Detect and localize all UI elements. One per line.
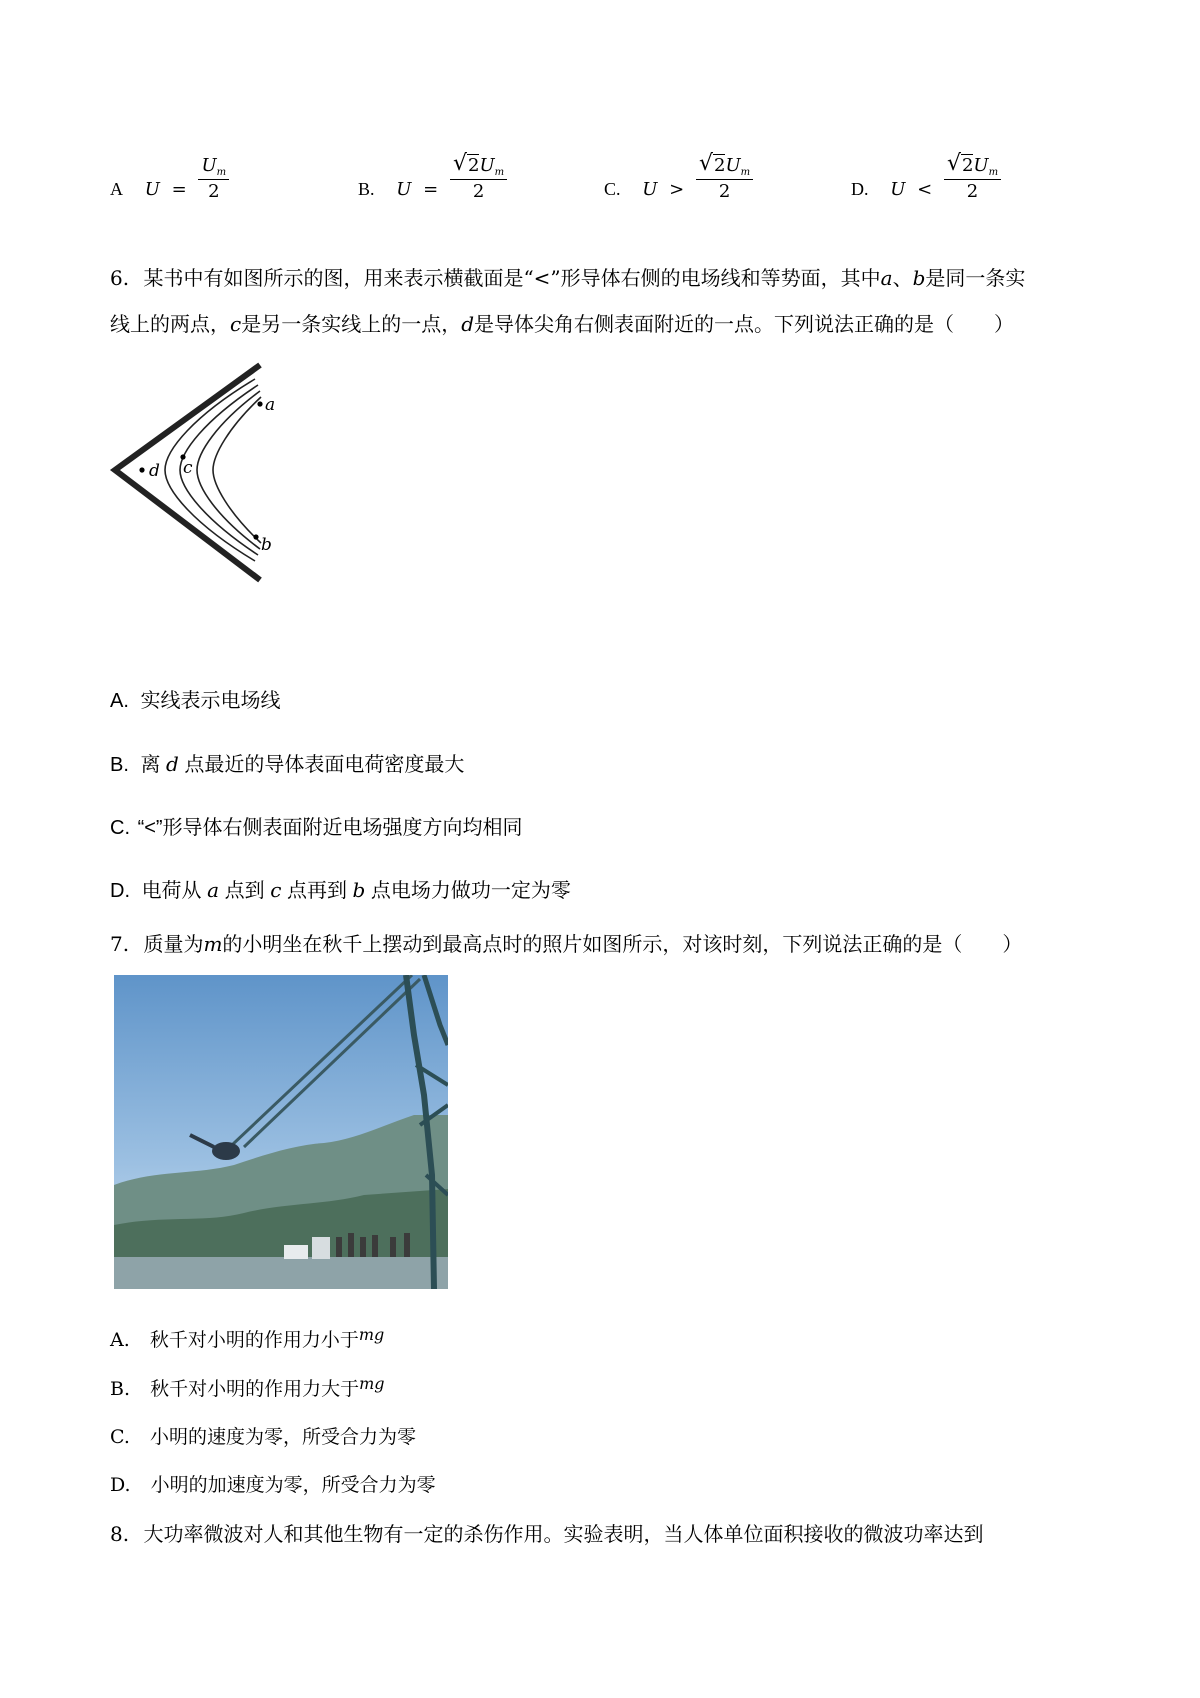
math-mg: mg [358, 1325, 385, 1344]
option-label: A. [110, 1329, 130, 1351]
numerator-sub: m [216, 167, 227, 178]
q6-text: 某书中有如图所示的图，用来表示横截面是“<”形导体右侧的电场线和等势面，其中 [143, 266, 881, 290]
numerator-sub: m [988, 167, 999, 178]
var-b: b [912, 266, 926, 290]
fraction [198, 156, 229, 202]
sqrt-icon: √ [946, 151, 961, 176]
q7-option-b[interactable] [110, 1374, 385, 1401]
q6-separator: 、 [892, 266, 913, 290]
numerator-var: U [201, 155, 217, 176]
option-label: D. [851, 178, 869, 199]
numerator-sub: m [494, 167, 505, 178]
q8-stem [110, 1518, 983, 1547]
q6-option-d[interactable] [110, 874, 571, 903]
option-label: C. [110, 1426, 130, 1448]
variable-u: U [396, 178, 412, 200]
option-label: B. [110, 754, 129, 776]
option-text: “<”形导体右侧表面附近电场强度方向均相同 [137, 817, 523, 839]
point-b [253, 534, 258, 539]
q6-text: 是同一条实 [925, 266, 1026, 290]
point-a [257, 401, 262, 406]
curve-4 [213, 397, 261, 543]
label-a: a [265, 395, 276, 415]
person-on-swing [212, 1142, 240, 1160]
option-label: A [110, 178, 123, 199]
q7-option-d[interactable] [110, 1470, 436, 1497]
option-text: 小明的加速度为零，所受合力为零 [150, 1474, 436, 1496]
q6-stem-line2 [110, 308, 1014, 337]
q7-option-c[interactable] [110, 1422, 416, 1449]
q5-option-d[interactable] [851, 151, 1001, 202]
q6-option-b[interactable] [110, 748, 464, 777]
option-text: 点电场力做功一定为零 [365, 880, 571, 902]
option-label: C. [110, 817, 130, 839]
question-number: 7. [110, 932, 130, 956]
q6-text: 是另一条实线上的一点， [241, 312, 462, 336]
option-text: 小明的速度为零，所受合力为零 [149, 1426, 416, 1448]
variable-u: U [144, 178, 160, 200]
q5-option-b[interactable] [358, 151, 507, 202]
var-c: c [230, 312, 242, 336]
option-text: 点再到 [281, 880, 353, 902]
q5-option-c[interactable] [604, 151, 753, 202]
option-label: B. [358, 178, 375, 199]
option-text: 电荷从 [141, 880, 208, 902]
swing-scene [114, 975, 448, 1289]
q6-option-c[interactable] [110, 811, 523, 840]
q6-option-a[interactable] [110, 684, 280, 713]
swing-photo [114, 975, 448, 1289]
label-c: c [183, 458, 193, 478]
point-d [139, 467, 144, 472]
var-a: a [880, 266, 893, 290]
option-text: 秋千对小明的作用力小于 [149, 1329, 359, 1351]
numerator-sub: m [740, 167, 751, 178]
fraction [944, 151, 1001, 202]
math-mg: mg [359, 1374, 385, 1393]
numerator-var: U [725, 155, 741, 176]
q6-text: 线上的两点， [110, 312, 230, 336]
q5-option-a[interactable] [110, 155, 229, 202]
option-label: A. [110, 690, 129, 712]
building [312, 1237, 330, 1259]
var-b: b [352, 878, 366, 902]
denominator: 2 [472, 181, 485, 202]
sqrt-icon: √ [452, 151, 468, 176]
var-c: c [270, 878, 282, 902]
option-text: 点到 [219, 880, 271, 902]
option-text: 秋千对小明的作用力大于 [150, 1378, 360, 1400]
option-label: C. [604, 178, 621, 199]
relation: > [669, 178, 685, 200]
var-d: d [166, 752, 179, 776]
var-a: a [207, 878, 220, 902]
q7-text: 质量为 [143, 932, 204, 956]
radicand: 2 [961, 155, 974, 176]
option-text: 离 [140, 754, 167, 776]
sqrt-icon: √ [698, 151, 714, 176]
denominator: 2 [966, 181, 979, 202]
var-m: m [203, 932, 223, 956]
option-text: 实线表示电场线 [140, 690, 281, 712]
q7-stem [110, 928, 1022, 957]
radicand: 2 [467, 155, 480, 176]
option-label: D. [110, 1474, 131, 1496]
label-b: b [261, 535, 272, 555]
fraction [450, 151, 507, 202]
label-d: d [149, 461, 160, 481]
radicand: 2 [713, 155, 726, 176]
conductor-field-figure [105, 355, 280, 595]
q6-stem-line1 [110, 262, 1025, 291]
ground [114, 1257, 448, 1289]
denominator: 2 [208, 181, 220, 202]
denominator: 2 [718, 181, 731, 202]
numerator-var: U [479, 155, 495, 176]
q7-text: 的小明坐在秋千上摆动到最高点时的照片如图所示，对该时刻，下列说法正确的是（ ） [222, 932, 1023, 956]
relation: < [917, 178, 933, 200]
option-text: 点最近的导体表面电荷密度最大 [178, 754, 465, 776]
q7-option-a[interactable] [110, 1325, 384, 1352]
variable-u: U [642, 178, 658, 200]
option-label: B. [110, 1378, 131, 1400]
fraction [696, 151, 753, 202]
relation: = [423, 178, 439, 200]
question-number: 8. [110, 1522, 130, 1546]
relation: = [171, 178, 187, 200]
numerator-var: U [973, 155, 989, 176]
question-number: 6. [110, 266, 130, 290]
var-d: d [461, 312, 475, 336]
building [284, 1245, 308, 1259]
curve-3 [197, 391, 260, 549]
option-label: D. [110, 880, 130, 902]
q8-text: 大功率微波对人和其他生物有一定的杀伤作用。实验表明，当人体单位面积接收的微波功率达到 [143, 1522, 984, 1546]
variable-u: U [890, 178, 906, 200]
q6-text: 是导体尖角右侧表面附近的一点。下列说法正确的是（ ） [474, 312, 1015, 336]
